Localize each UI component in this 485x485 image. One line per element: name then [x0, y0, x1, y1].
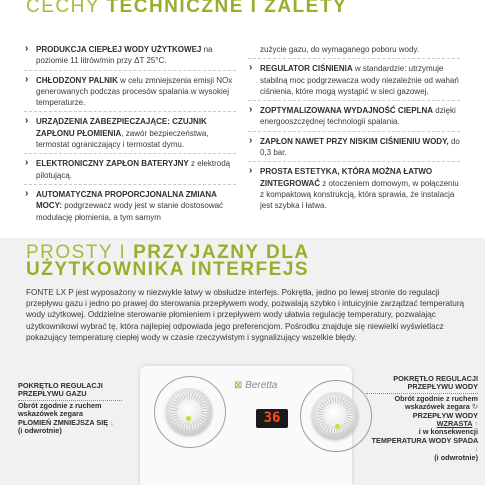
- gas-knob-label: POKRĘTŁO REGULACJI PRZEPŁYWU GAZU Obrót zgodnie z ruchem wskazówek zegara PŁOMIEŃ ZMNIEJSZA SIĘ ↓ (i odwrotnie): [18, 382, 122, 435]
- control-panel: [140, 366, 352, 485]
- feature-item: › ZOPTYMALIZOWANA WYDAJNOŚĆ CIEPLNA dzięki energooszczędnej technologii spalania.: [248, 105, 460, 132]
- features-right-column: [248, 44, 460, 219]
- page-title: CECHY TECHNICZNE I ZALETY: [26, 0, 348, 17]
- feature-item: › ZAPŁON NAWET PRZY NISKIM CIŚNIENIU WODY, do 0,3 bar.: [248, 136, 460, 163]
- gas-flow-knob[interactable]: [166, 388, 212, 434]
- feature-item: zużycie gazu, do wymaganego poboru wody.: [248, 44, 460, 59]
- interface-title: PROSTY I PRZYJAZNY DLA UŻYTKOWNIKA INTERFEJS: [26, 242, 310, 280]
- interface-section: [0, 238, 485, 485]
- feature-item: › REGULATOR CIŚNIENIA w standardzie: utrzymuje stabilną moc podgrzewacza wody niezależnie od wahań ciśnienia, które mogą wystąpić w sieci gazowej.: [248, 63, 460, 101]
- temperature-display: 36: [256, 409, 288, 428]
- features-left-column: [24, 44, 236, 230]
- feature-item: › CHŁODZONY PALNIK w celu zmniejszenia emisji NOx generowanych podczas procesów spalania w wysokiej temperaturze.: [24, 75, 236, 113]
- water-knob-label: POKRĘTŁO REGULACJI PRZEPŁYWU WODY Obrót zgodnie z ruchem wskazówek zegara ↻ PRZEPŁYW WODY WZRASTA ↑ i w konsekwencji TEMPERATURA WODY SPADA ↓ (i odwrotnie): [366, 375, 478, 462]
- feature-item: › PROSTA ESTETYKA, KTÓRA MOŻNA ŁATWO ZINTEGROWAĆ z otoczeniem domowym, w połączeniu z kompaktową konstrukcją, która sprawia, że instalacja jest szybka i łatwa.: [248, 166, 460, 214]
- water-flow-knob[interactable]: [312, 392, 358, 438]
- interface-description: FONTE LX P jest wyposażony w niezwykle łatwy w obsłudze interfejs. Pokrętła, jedno po lewej stronie do regulacji przepływu gazu i jedno po prawej do sterowania przepływem wody, pozwalają szybko i intuicyjnie zarządzać temperaturą wody użytkowej. Oddzielne sterowanie płomieniem i przepływem wody ułatwia regulację temperatury, pozwalając użytkownikowi wybrać tę, która najlepiej odpowiada jego preferencjom. Pośrodku znajduje się niewielki wyświetlacz pokazujący temperaturę ciepłej wody w czasie rzeczywistym i sygnalizujący wszelkie błędy.: [26, 288, 465, 342]
- feature-item: › URZĄDZENIA ZABEZPIECZAJĄCE: CZUJNIK ZAPŁONU PŁOMIENIA, zawór bezpieczeństwa, termostat ograniczający i termostat dymu.: [24, 116, 236, 154]
- feature-item: › ELEKTRONICZNY ZAPŁON BATERYJNY z elektrodą pilotującą.: [24, 158, 236, 185]
- feature-item: › PRODUKCJA CIEPŁEJ WODY UŻYTKOWEJ na poziomie 11 litrów/min przy ΔT 25°C.: [24, 44, 236, 71]
- beretta-logo: ⊠ Beretta: [234, 380, 278, 391]
- feature-item: › AUTOMATYCZNA PROPORCJONALNA ZMIANA MOCY: podgrzewacz wody jest w stanie dostosować modulację płomienia, a tym samym: [24, 189, 236, 226]
